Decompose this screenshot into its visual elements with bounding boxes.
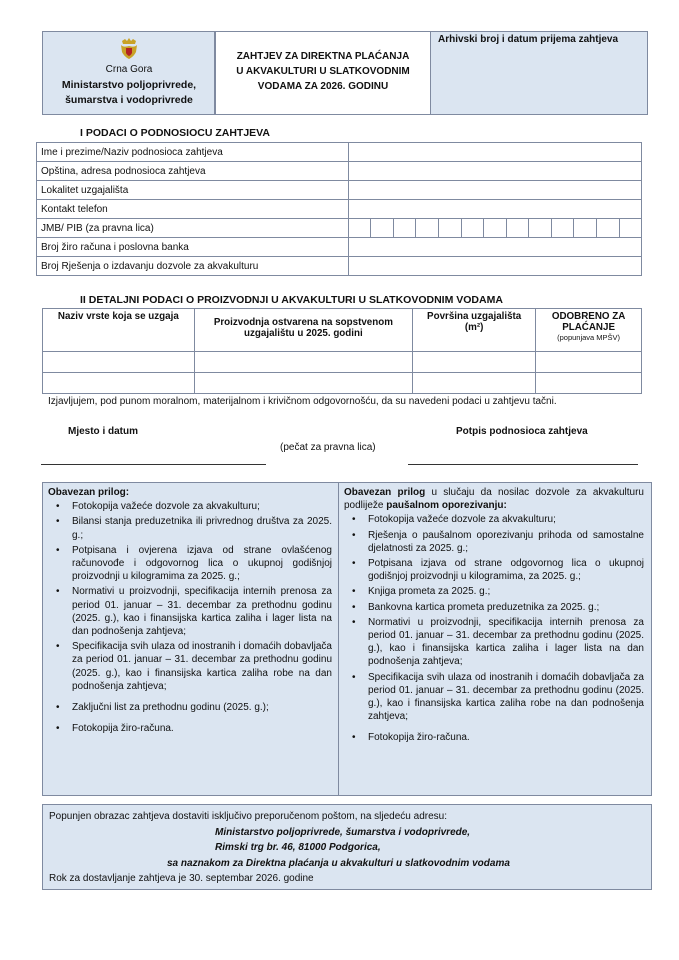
field-label: Ime i prezime/Naziv podnosioca zahtjeva	[37, 143, 349, 162]
field-label: JMB/ PIB (za pravna lica)	[37, 219, 349, 238]
list-item: • Normativi u proizvodnji, specifikacija internih prenosa za period 01. januar – 31. decembar za prethodnu godinu (2025. g.), kao i finansijska kartica zaliha i lager lista na dan podnošenja zahtjeva;	[352, 616, 644, 668]
field-input[interactable]	[349, 257, 642, 276]
list-item: • Normativi u proizvodnji, specifikacija internih prenosa za period 01. januar – 31. decembar za prethodnu godinu (2025. g.), kao i finansijska kartica zaliha i lager lista na dan podnošenja zahtjeva;	[56, 586, 332, 638]
address-line: Rimski trg br. 46, 81000 Podgorica,	[215, 842, 381, 854]
country-name: Crna Gora	[105, 64, 153, 75]
table-cell[interactable]	[536, 373, 642, 394]
field-label: Lokalitet uzgajališta	[37, 181, 349, 200]
list-item: • Zaključni list za prethodnu godinu (2025. g.);	[56, 702, 269, 714]
col-approved: ODOBRENO ZA PLAĆANJE (popunjava MPŠV)	[536, 309, 642, 352]
place-date-label: Mjesto i datum	[68, 426, 139, 437]
section-1-heading: I PODACI O PODNOSIOCU ZAHTJEVA	[80, 127, 270, 139]
list-item: • Specifikacija svih ulaza od inostranih i domaćih dobavljača za period 01. januar – 31. decembar za prethodnu godinu (2025. g.), kao i finansijska kartica zaliha robe na dan podnošenja zahtjeva;	[352, 671, 644, 723]
table-cell[interactable]	[413, 373, 536, 394]
list-item: • Knjiga prometa za 2025. g.;	[352, 586, 491, 598]
form-title-line: ZAHTJEV ZA DIREKTNA PLAĆANJA	[236, 51, 410, 62]
deadline-text: Rok za dostavljanje zahtjeva je 30. septembar 2026. godine	[49, 873, 314, 885]
field-label: Kontakt telefon	[37, 200, 349, 219]
place-date-line[interactable]	[41, 464, 266, 465]
table-row	[37, 219, 642, 238]
col-production: Proizvodnja ostvarena na sopstvenom uzgajalištu u 2025. godini	[194, 309, 412, 352]
table-row	[37, 162, 642, 181]
attachments-right-heading: Obavezan prilog u slučaju da nosilac dozvole za akvakulturu podliježe paušalnom oporezivanju:	[344, 487, 644, 512]
form-title-line: VODAMA ZA 2026. GODINU	[257, 81, 389, 92]
table-row	[37, 181, 642, 200]
archive-label: Arhivski broj i datum prijema zahtjeva	[438, 34, 619, 45]
section-2-heading: II DETALJNI PODACI O PROIZVODNJI U AKVAKULTURI U SLATKOVODNIM VODAMA	[80, 294, 503, 306]
table-row	[43, 373, 642, 394]
table-row	[37, 200, 642, 219]
table-cell[interactable]	[194, 373, 412, 394]
table-row	[37, 257, 642, 276]
list-item: • Fotokopija važeće dozvole za akvakulturu;	[56, 501, 260, 513]
list-item: • Bilansi stanja preduzetnika ili privrednog društva za 2025. g.;	[56, 516, 332, 541]
table-cell[interactable]	[43, 352, 195, 373]
col-area: Površina uzgajališta (m²)	[413, 309, 536, 352]
field-label: Opština, adresa podnosioca zahtjeva	[37, 162, 349, 181]
field-label: Broj Rješenja o izdavanju dozvole za akvakulturu	[37, 257, 349, 276]
table-cell[interactable]	[194, 352, 412, 373]
list-item: • Potpisana i ovjerena izjava od strane ovlašćenog računovođe i odgovornog lica o ukupnoj godišnjoj proizvodnji u kilogramima za 2025. g.;	[56, 544, 332, 583]
coat-of-arms-icon	[119, 38, 139, 60]
form-title-cell	[214, 31, 432, 115]
signature-label: Potpis podnosioca zahtjeva	[456, 426, 588, 437]
applicant-data-table	[36, 142, 642, 276]
ministry-name: Ministarstvo poljoprivrede, šumarstva i vodoprivrede	[61, 79, 197, 106]
jmb-boxes[interactable]	[349, 219, 642, 238]
archive-number-cell[interactable]	[430, 31, 648, 115]
attachments-left	[48, 486, 332, 737]
address-line: Ministarstvo poljoprivrede, šumarstva i vodoprivrede,	[215, 826, 471, 838]
form-title-line: U AKVAKULTURI U SLATKOVODNIM	[236, 66, 410, 77]
header-logo-cell	[42, 31, 216, 115]
declaration-text: Izjavljujem, pod punom moralnom, materijalnom i krivičnom odgovornošću, da su navedeni podaci u zahtjevu tačni.	[48, 396, 557, 407]
signature-line[interactable]	[408, 464, 638, 465]
list-item: • Fotokopija žiro-računa.	[352, 732, 470, 744]
attachments-left-heading: Obavezan prilog:	[48, 487, 130, 498]
table-cell[interactable]	[536, 352, 642, 373]
field-label: Broj žiro računa i poslovna banka	[37, 238, 349, 257]
address-line: sa naznakom za Direktna plaćanja u akvakulturi u slatkovodnim vodama	[167, 857, 510, 869]
attachments-right	[344, 486, 644, 747]
field-input[interactable]	[349, 238, 642, 257]
table-cell[interactable]	[413, 352, 536, 373]
table-cell[interactable]	[43, 373, 195, 394]
seal-label: (pečat za pravna lica)	[280, 442, 376, 453]
table-row	[43, 352, 642, 373]
address-text	[49, 809, 510, 887]
field-input[interactable]	[349, 143, 642, 162]
list-item: • Fotokopija žiro-računa.	[56, 723, 174, 735]
address-intro: Popunjen obrazac zahtjeva dostaviti isključivo preporučenom poštom, na sljedeću adresu:	[49, 811, 448, 822]
production-table	[42, 308, 642, 394]
list-item: • Bankovna kartica prometa preduzetnika za 2025. g.;	[352, 601, 600, 613]
col-species: Naziv vrste koja se uzgaja	[43, 309, 195, 352]
table-row	[37, 238, 642, 257]
list-item: • Potpisana izjava od strane odgovornog lica o ukupnoj godišnjoj proizvodnji u kilogramima, za 2025. g.;	[352, 558, 644, 583]
table-row	[37, 143, 642, 162]
list-item: • Fotokopija važeće dozvole za akvakulturu;	[352, 514, 556, 526]
list-item: • Specifikacija svih ulaza od inostranih i domaćih dobavljača za period 01. januar – 31. decembar za prethodnu godinu (2025. g.), kao i finansijska kartica zaliha robe na dan podnošenja zahtjeva;	[56, 641, 332, 692]
address-box	[42, 804, 652, 890]
field-input[interactable]	[349, 200, 642, 219]
field-input[interactable]	[349, 162, 642, 181]
field-input[interactable]	[349, 181, 642, 200]
list-item: • Rješenja o paušalnom oporezivanju prihoda od samostalne djelatnosti za 2025. g.;	[352, 529, 644, 554]
